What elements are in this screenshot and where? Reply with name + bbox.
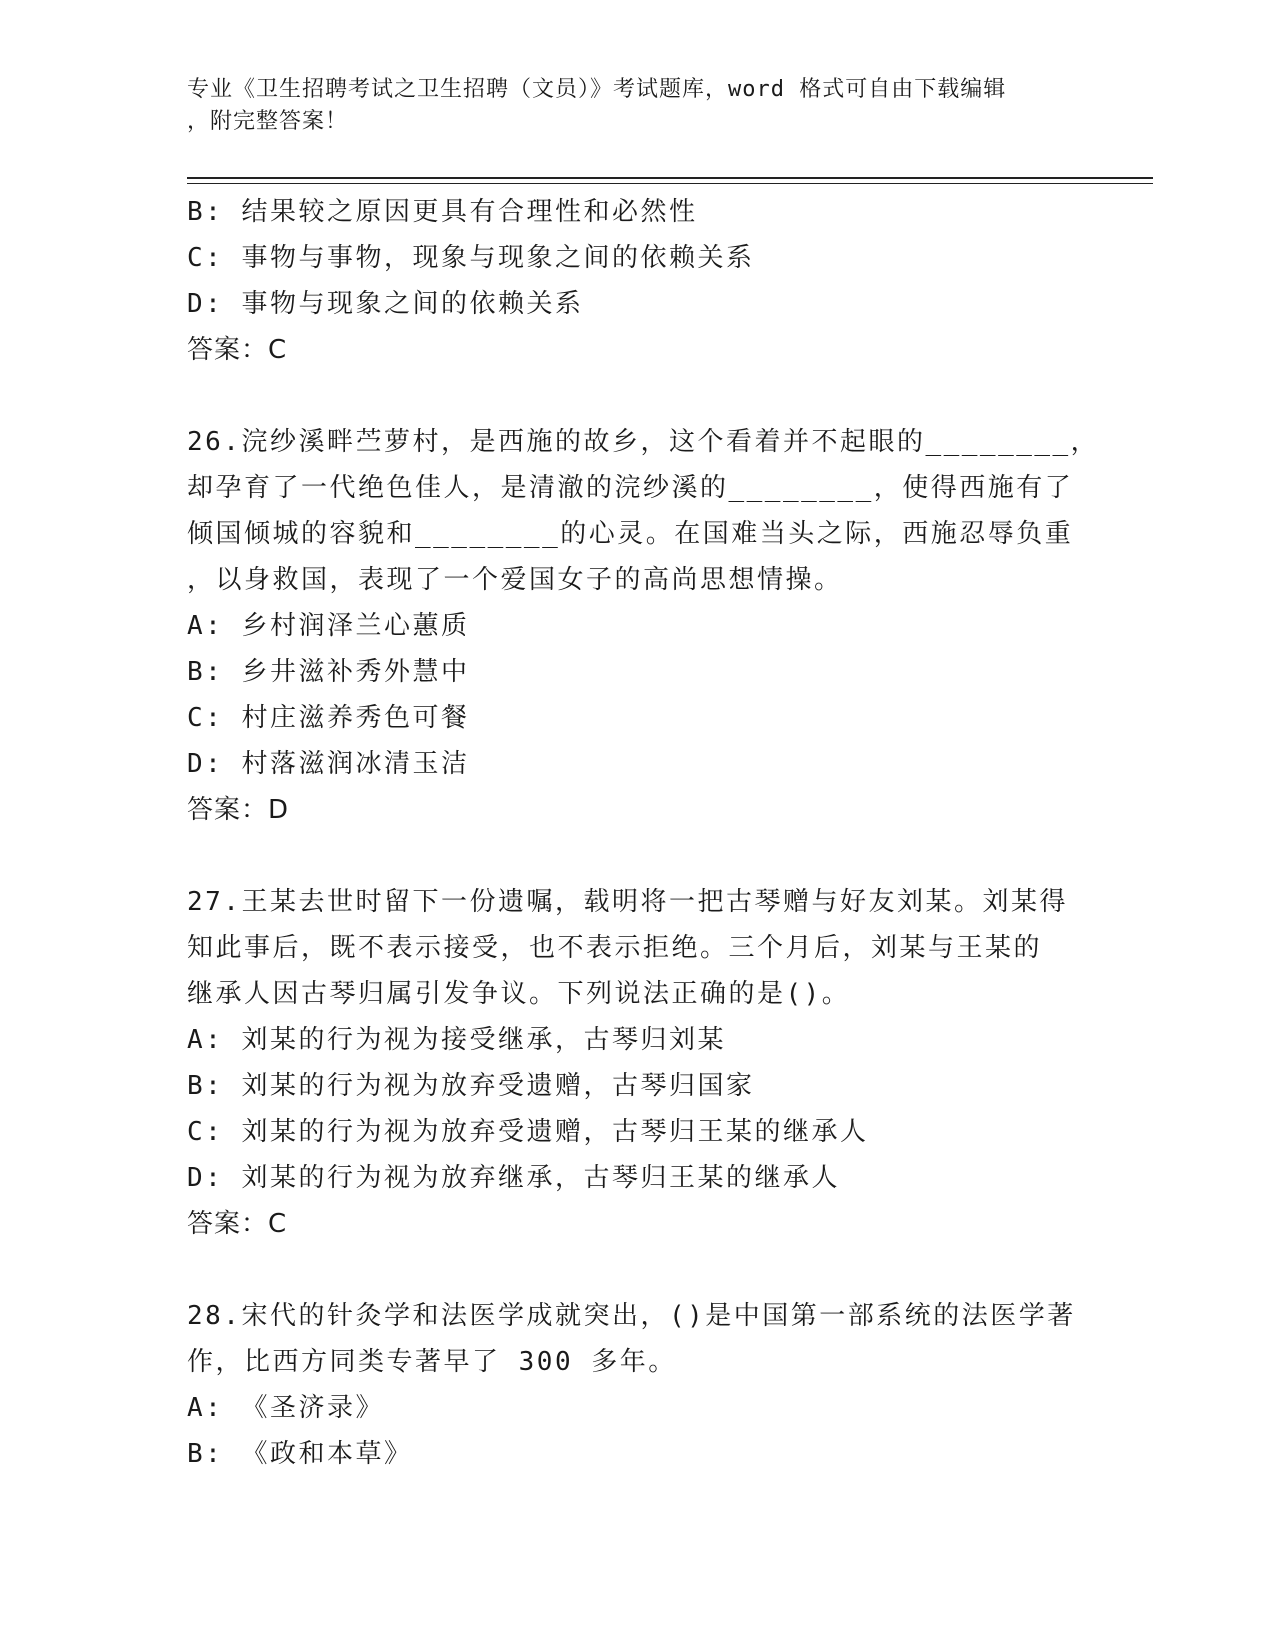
header-line-2: ，附完整答案！ [187, 109, 349, 134]
question-stem: 作，比西方同类专著早了 300 多年。 [187, 1347, 677, 1377]
option-d: D: 刘某的行为视为放弃继承，古琴归王某的继承人 [187, 1163, 840, 1193]
question-27 [187, 879, 1107, 1247]
question-spacer [187, 833, 1107, 879]
option-c: C: 刘某的行为视为放弃受遗赠，古琴归王某的继承人 [187, 1117, 869, 1147]
option-a: A: 乡村润泽兰心蕙质 [187, 611, 470, 641]
header-rule-thin [187, 183, 1153, 184]
question-stem: 28.宋代的针灸学和法医学成就突出，()是中国第一部系统的法医学著 [187, 1301, 1076, 1331]
question-25-tail [187, 189, 1107, 373]
question-28 [187, 1293, 1107, 1477]
question-spacer [187, 373, 1107, 419]
answer: 答案：C [187, 1209, 288, 1239]
question-stem: 27.王某去世时留下一份遗嘱，载明将一把古琴赠与好友刘某。刘某得 [187, 887, 1068, 917]
option-d: D: 村落滋润冰清玉洁 [187, 749, 470, 779]
option-c: C: 事物与事物，现象与现象之间的依赖关系 [187, 243, 755, 273]
question-stem: 知此事后，既不表示接受，也不表示拒绝。三个月后，刘某与王某的 [187, 933, 1043, 963]
header-rule-thick [187, 177, 1153, 179]
option-a: A: 刘某的行为视为接受继承，古琴归刘某 [187, 1025, 726, 1055]
document-header [187, 74, 1067, 138]
question-26 [187, 419, 1107, 833]
header-line-1: 专业《卫生招聘考试之卫生招聘（文员）》考试题库，word 格式可自由下载编辑 [187, 77, 1007, 102]
question-spacer [187, 1247, 1107, 1293]
option-b: B: 结果较之原因更具有合理性和必然性 [187, 197, 698, 227]
option-b: B: 刘某的行为视为放弃受遗赠，古琴归国家 [187, 1071, 755, 1101]
question-stem: 倾国倾城的容貌和________的心灵。在国难当头之际，西施忍辱负重 [187, 519, 1074, 549]
option-c: C: 村庄滋养秀色可餐 [187, 703, 470, 733]
question-stem: ，以身救国，表现了一个爱国女子的高尚思想情操。 [187, 565, 843, 595]
answer: 答案：C [187, 335, 288, 365]
option-a: A: 《圣济录》 [187, 1393, 384, 1423]
option-b: B: 乡井滋补秀外慧中 [187, 657, 470, 687]
question-stem: 继承人因古琴归属引发争议。下列说法正确的是()。 [187, 979, 851, 1009]
option-d: D: 事物与现象之间的依赖关系 [187, 289, 584, 319]
question-stem: 26.浣纱溪畔苎萝村，是西施的故乡，这个看着并不起眼的________， [187, 427, 1100, 457]
option-b: B: 《政和本草》 [187, 1439, 413, 1469]
answer: 答案：D [187, 795, 290, 825]
question-content [187, 189, 1107, 1477]
question-stem: 却孕育了一代绝色佳人，是清澈的浣纱溪的________，使得西施有了 [187, 473, 1074, 503]
